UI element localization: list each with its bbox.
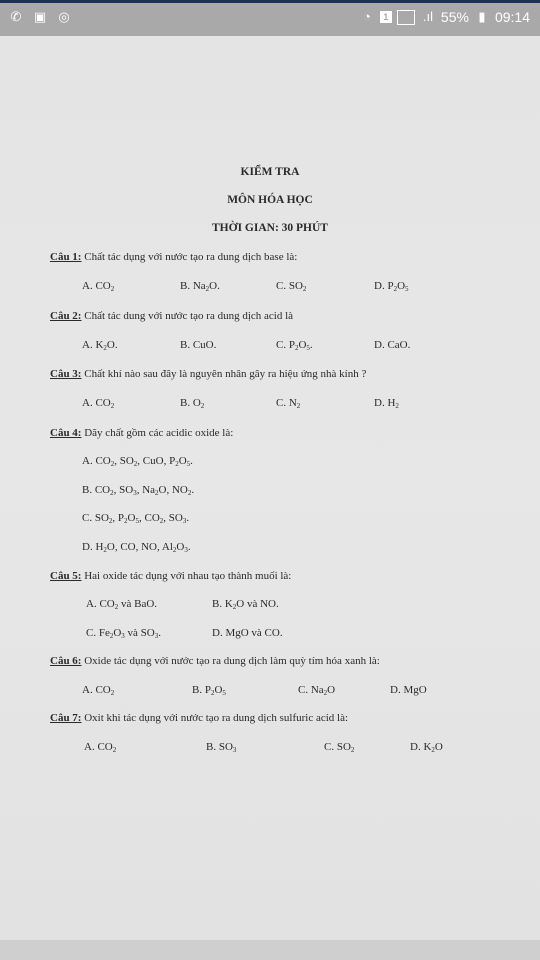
q2-option-c: C. $P_2O_5$. bbox=[276, 339, 313, 352]
question-4 bbox=[50, 427, 233, 439]
q1-option-b: B. $Na_2O$. bbox=[180, 280, 220, 293]
question-text: Oxit khi tác dụng với nước tạo ra dung dịch sulfuric acid là: bbox=[81, 712, 349, 724]
question-text: Dãy chất gồm các acidic oxide là: bbox=[81, 427, 234, 439]
q2-option-a: A. $K_2O$. bbox=[82, 339, 118, 352]
signal-icon: .ıl bbox=[422, 9, 433, 24]
q2-option-d: D. CaO. bbox=[374, 339, 411, 351]
q6-option-c: C. $Na_2O$ bbox=[298, 684, 336, 697]
question-text: Chất khí nào sau đây là nguyên nhân gây ra hiệu ứng nhà kính ? bbox=[81, 368, 367, 380]
question-1 bbox=[50, 251, 297, 263]
q4-option-d: D. $H_2O$, CO, NO, $Al_2O_3$. bbox=[82, 541, 191, 554]
q5-option-c: C. $Fe_2O_3$ và $SO_3$. bbox=[86, 627, 161, 640]
status-bar-accent bbox=[0, 0, 540, 3]
question-5 bbox=[50, 570, 291, 582]
q1-option-a: A. $CO_2$ bbox=[82, 280, 115, 293]
q3-option-b: B. $O_2$ bbox=[180, 397, 205, 410]
status-bar bbox=[0, 0, 540, 36]
question-text: Chất tác dung với nước tạo ra dung dịch acid là bbox=[81, 310, 294, 322]
sim-icon: 1 bbox=[380, 11, 392, 23]
q7-option-c: C. $SO_2$ bbox=[324, 741, 355, 754]
question-7 bbox=[50, 712, 348, 724]
q4-option-c: C. $SO_2$, $P_2O_5$, $CO_2$, $SO_3$. bbox=[82, 512, 190, 525]
q3-option-d: D. $H_2$ bbox=[374, 397, 399, 410]
q3-option-a: A. $CO_2$ bbox=[82, 397, 115, 410]
question-label: Câu 5: bbox=[50, 570, 82, 582]
q6-option-a: A. $CO_2$ bbox=[82, 684, 115, 697]
question-3 bbox=[50, 368, 366, 380]
question-label: Câu 3: bbox=[50, 368, 82, 380]
clock: 09:14 bbox=[494, 9, 530, 25]
wifi-icon: ◔ bbox=[362, 9, 371, 24]
signal-box-icon bbox=[397, 10, 415, 25]
question-text: Oxide tác dụng với nước tạo ra dung dịch làm quỳ tím hóa xanh là: bbox=[81, 655, 380, 667]
q1-option-c: C. $SO_2$ bbox=[276, 280, 307, 293]
question-6 bbox=[50, 655, 380, 667]
battery-percent: 55% bbox=[440, 9, 469, 25]
question-label: Câu 4: bbox=[50, 427, 82, 439]
q3-option-c: C. $N_2$ bbox=[276, 397, 301, 410]
status-left bbox=[8, 9, 72, 25]
question-text: Chất tác dụng với nước tạo ra dung dịch base là: bbox=[81, 251, 298, 263]
q6-option-d: D. MgO bbox=[390, 684, 427, 696]
subject-title: MÔN HÓA HỌC bbox=[227, 194, 313, 206]
phone-icon: ✆ bbox=[10, 9, 22, 24]
time-title: THỜI GIAN: 30 PHÚT bbox=[212, 222, 328, 234]
q5-option-b: B. $K_2O$ và NO. bbox=[212, 598, 279, 611]
q6-option-b: B. $P_2O_5$ bbox=[192, 684, 226, 697]
messenger-icon: ◎ bbox=[58, 9, 70, 24]
status-right bbox=[359, 9, 530, 25]
q4-option-a: A. $CO_2$, $SO_2$, CuO, $P_2O_5$. bbox=[82, 455, 193, 468]
question-2 bbox=[50, 310, 293, 322]
q1-option-d: D. $P_2O_5$ bbox=[374, 280, 409, 293]
q5-option-a: A. $CO_2$ và BaO. bbox=[86, 598, 158, 611]
battery-icon: ▮ bbox=[478, 9, 486, 24]
question-text: Hai oxide tác dụng với nhau tạo thành muối là: bbox=[81, 570, 292, 582]
q7-option-b: B. $SO_3$ bbox=[206, 741, 237, 754]
q7-option-a: A. $CO_2$ bbox=[84, 741, 117, 754]
exam-title: KIỂM TRA bbox=[240, 166, 300, 178]
gallery-icon: ▣ bbox=[33, 9, 47, 24]
q7-option-d: D. $K_2O$ bbox=[410, 741, 443, 754]
question-label: Câu 1: bbox=[50, 251, 82, 263]
question-label: Câu 7: bbox=[50, 712, 82, 724]
question-label: Câu 6: bbox=[50, 655, 82, 667]
q2-option-b: B. CuO. bbox=[180, 339, 217, 351]
navigation-bar bbox=[0, 940, 540, 960]
q5-option-d: D. MgO và CO. bbox=[212, 627, 283, 639]
q4-option-b: B. $CO_2$, $SO_3$, $Na_2O$, $NO_2$. bbox=[82, 484, 195, 497]
question-label: Câu 2: bbox=[50, 310, 82, 322]
